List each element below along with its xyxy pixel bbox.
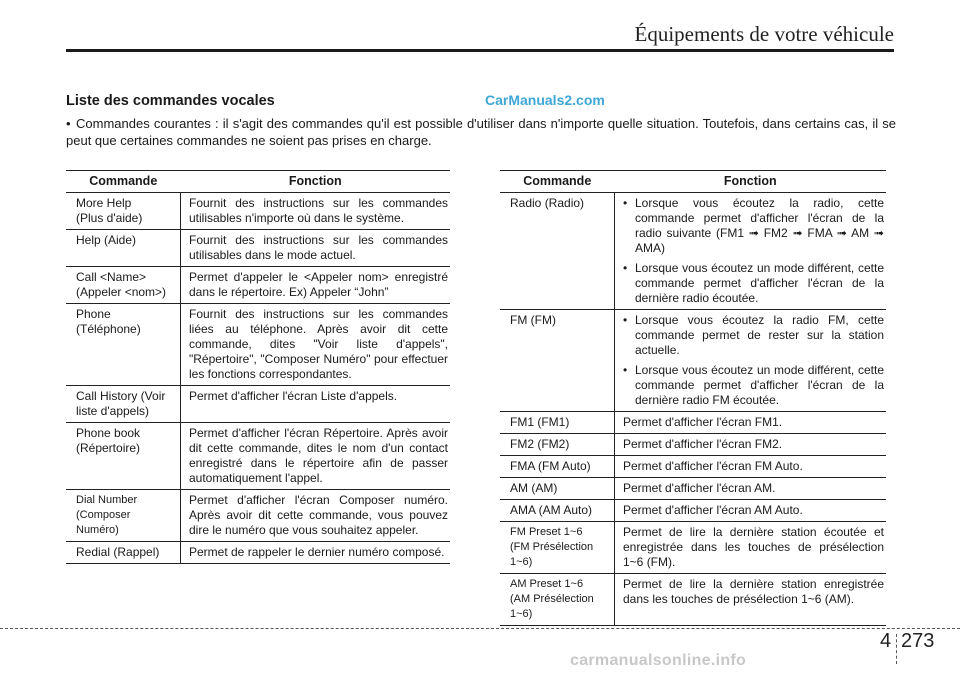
list-item xyxy=(623,261,884,306)
list-item xyxy=(623,196,884,256)
intro-text: Commandes courantes : il s'agit des commandes qu'il est possible d'utiliser dans n'importe quelle situation. Toutefois, dans certains cas, il se peut que certaines commandes ne soient pas prises en charge. xyxy=(66,116,896,148)
function-cell: Fournit des instructions sur les commandes liées au téléphone. Après avoir dit cette commande, dites "Voir liste d'appels", "Répertoire", "Composer Numéro" pour effectuer les fonctions correspondantes. xyxy=(181,304,451,386)
command-line: Phone xyxy=(76,307,111,321)
command-line: FMA (FM Auto) xyxy=(510,459,591,473)
function-cell: Permet d'appeler le <Appeler nom> enregistré dans le répertoire. Ex) Appeler “John” xyxy=(181,267,451,304)
bullet-text: Lorsque vous écoutez un mode différent, cette commande permet d'afficher l'écran de la dernière radio écoutée. xyxy=(635,261,884,305)
command-cell xyxy=(500,522,615,574)
intro-paragraph xyxy=(66,115,896,149)
command-line: Call <Name> xyxy=(76,270,147,284)
right-command-table xyxy=(500,170,886,626)
command-line: (Répertoire) xyxy=(76,441,141,455)
watermark-top: CarManuals2.com xyxy=(485,92,605,108)
function-cell: Permet d'afficher l'écran FM2. xyxy=(615,434,887,456)
command-line: liste d'appels) xyxy=(76,404,149,418)
bullet-dot: • xyxy=(623,363,628,377)
command-line: More Help xyxy=(76,196,132,210)
bullet-dot: • xyxy=(623,196,628,210)
command-line: Dial Number xyxy=(76,494,138,506)
table-row xyxy=(500,500,886,522)
right-table-body xyxy=(500,193,886,626)
table-row xyxy=(66,304,450,386)
bullet-text: Lorsque vous écoutez la radio, cette commande permet d'afficher l'écran de la radio suivante (FM1 ➟ FM2 ➟ FMA ➟ AM ➟ AMA) xyxy=(635,196,884,255)
bullet-dot: • xyxy=(623,261,628,275)
table-row xyxy=(66,193,450,230)
header-function: Fonction xyxy=(615,171,887,193)
command-cell xyxy=(66,542,181,564)
header-command: Commande xyxy=(66,171,181,193)
table-row xyxy=(66,542,450,564)
table-row xyxy=(500,310,886,412)
bullet-text: Lorsque vous écoutez un mode différent, cette commande permet d'afficher l'écran de la dernière radio FM écoutée. xyxy=(635,363,884,407)
function-cell: Fournit des instructions sur les commandes utilisables n'importe où dans le système. xyxy=(181,193,451,230)
command-line: (AM Présélection xyxy=(510,593,594,605)
command-cell xyxy=(500,412,615,434)
table-row xyxy=(500,478,886,500)
command-cell xyxy=(500,478,615,500)
table-row xyxy=(66,490,450,542)
bullet-text: Lorsque vous écoutez la radio FM, cette commande permet de rester sur la station actuelle. xyxy=(635,313,884,357)
command-line: (Composer xyxy=(76,509,131,521)
page-number: 273 xyxy=(901,630,935,652)
command-line: FM Preset 1~6 xyxy=(510,526,583,538)
command-cell xyxy=(500,456,615,478)
command-cell xyxy=(500,500,615,522)
command-cell xyxy=(66,267,181,304)
function-cell: Permet de lire la dernière station écoutée et enregistrée dans les touches de présélection 1~6 (FM). xyxy=(615,522,887,574)
table-row xyxy=(500,412,886,434)
command-line: (Téléphone) xyxy=(76,322,141,336)
command-line: Numéro) xyxy=(76,524,119,536)
command-cell xyxy=(500,193,615,310)
command-line: FM (FM) xyxy=(510,313,556,327)
command-line: Radio (Radio) xyxy=(510,196,585,210)
list-item xyxy=(623,363,884,408)
table-row xyxy=(66,230,450,267)
command-cell xyxy=(66,230,181,267)
command-line: Help (Aide) xyxy=(76,233,137,247)
command-line: (FM Présélection xyxy=(510,541,594,553)
table-row xyxy=(500,193,886,310)
table-row xyxy=(66,386,450,423)
function-bullet-list xyxy=(623,196,884,306)
function-cell: Permet d'afficher l'écran AM. xyxy=(615,478,887,500)
header-command: Commande xyxy=(500,171,615,193)
command-cell xyxy=(66,304,181,386)
command-cell xyxy=(500,310,615,412)
table-row xyxy=(500,434,886,456)
table-header-row xyxy=(66,171,450,193)
intro-bullet: • xyxy=(66,116,71,131)
command-line: FM2 (FM2) xyxy=(510,437,570,451)
function-cell: Permet d'afficher l'écran Liste d'appels. xyxy=(181,386,451,423)
function-cell: Permet d'afficher l'écran FM1. xyxy=(615,412,887,434)
page-header-title: Équipements de votre véhicule xyxy=(634,22,894,46)
table-header-row xyxy=(500,171,886,193)
command-line: Call History (Voir xyxy=(76,389,166,403)
command-line: AM Preset 1~6 xyxy=(510,578,584,590)
chapter-number: 4 xyxy=(880,630,892,652)
table-row xyxy=(500,456,886,478)
command-cell xyxy=(66,423,181,490)
command-cell xyxy=(66,490,181,542)
function-cell: Permet de rappeler le dernier numéro composé. xyxy=(181,542,451,564)
command-line: AMA (AM Auto) xyxy=(510,503,593,517)
function-cell: Permet d'afficher l'écran Composer numéro. Après avoir dit cette commande, vous pouvez dire le numéro que vous souhaitez appeler. xyxy=(181,490,451,542)
header-rule xyxy=(66,49,894,52)
table-row xyxy=(66,423,450,490)
function-cell: Permet d'afficher l'écran Répertoire. Après avoir dit cette commande, dites le nom d'un contact enregistré dans le répertoire afin de passer automatiquement l'appel. xyxy=(181,423,451,490)
table-row xyxy=(66,267,450,304)
function-cell: Permet de lire la dernière station enregistrée dans les touches de présélection 1~6 (AM). xyxy=(615,574,887,626)
command-line: FM1 (FM1) xyxy=(510,415,570,429)
section-title: Liste des commandes vocales xyxy=(66,93,275,109)
table-row xyxy=(500,574,886,626)
command-cell xyxy=(66,193,181,230)
left-table-body xyxy=(66,193,450,564)
function-cell: Permet d'afficher l'écran FM Auto. xyxy=(615,456,887,478)
command-line: Phone book xyxy=(76,426,141,440)
function-cell: Fournit des instructions sur les commandes utilisables dans le mode actuel. xyxy=(181,230,451,267)
command-line: (Appeler <nom>) xyxy=(76,285,167,299)
list-item xyxy=(623,313,884,358)
command-line: Redial (Rappel) xyxy=(76,545,160,559)
function-bullet-list xyxy=(623,313,884,408)
footer-dashed-rule xyxy=(0,628,960,629)
function-cell: Permet d'afficher l'écran AM Auto. xyxy=(615,500,887,522)
table-row xyxy=(500,522,886,574)
watermark-bottom: carmanualsonline.info xyxy=(570,652,747,669)
page-number-separator xyxy=(896,634,897,664)
command-cell xyxy=(500,434,615,456)
command-cell xyxy=(500,574,615,626)
bullet-dot: • xyxy=(623,313,628,327)
left-command-table xyxy=(66,170,450,564)
command-cell xyxy=(66,386,181,423)
command-line: 1~6) xyxy=(510,556,533,568)
header-function: Fonction xyxy=(181,171,451,193)
command-line: 1~6) xyxy=(510,608,533,620)
function-cell xyxy=(615,193,887,310)
command-line: (Plus d'aide) xyxy=(76,211,143,225)
command-line: AM (AM) xyxy=(510,481,558,495)
function-cell xyxy=(615,310,887,412)
